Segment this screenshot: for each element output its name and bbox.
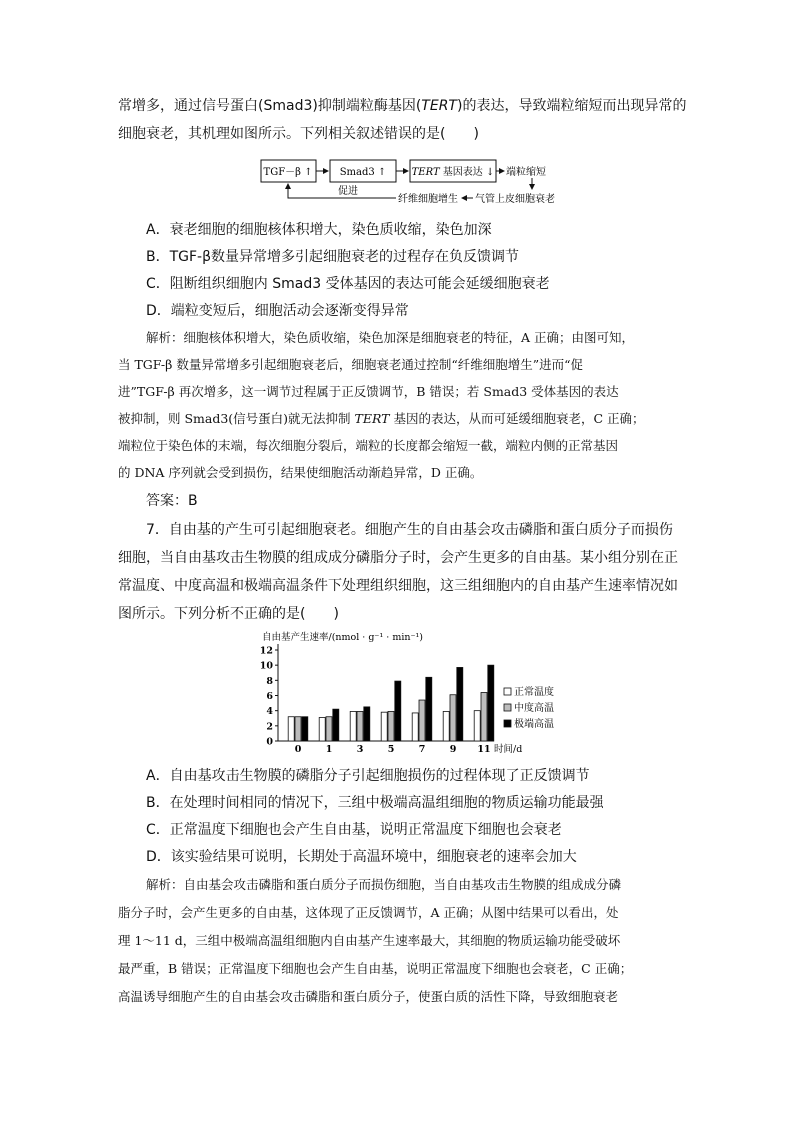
chart-bar [419, 700, 425, 741]
chart-x-axis-label: 时间/d [494, 744, 523, 755]
q7-option-b: B．在处理时间相同的情况下，三组中极端高温组细胞的物质运输功能最强 [146, 795, 604, 811]
chart-y-tick-label: 2 [266, 721, 273, 733]
chart-bar [364, 707, 370, 741]
q6-mechanism-diagram [258, 156, 564, 208]
chart-y-axis-label: 自由基产生速率/(nmol · g⁻¹ · min⁻¹) [262, 632, 424, 643]
chart-legend-label: 中度高温 [514, 703, 554, 714]
chart-bar [481, 692, 487, 741]
diagram-promote-label: 促进 [338, 186, 358, 197]
q6-explanation-line: 解析：细胞核体积增大，染色质收缩，染色加深是细胞衰老的特征，A 正确；由图可知， [146, 330, 635, 345]
chart-x-tick-label: 1 [325, 744, 333, 755]
chart-bar [295, 717, 301, 741]
chart-bar [450, 695, 456, 741]
q6-option-d: D．端粒变短后，细胞活动会逐渐变得异常 [146, 303, 409, 319]
chart-bar [395, 681, 401, 741]
chart-bar [443, 711, 449, 741]
chart-legend-swatch [504, 688, 511, 695]
chart-y-tick-label: 10 [259, 660, 273, 672]
q6-stem-tert: TERT [421, 98, 457, 114]
q6-explanation-line: 当 TGF-β 数量异常增多引起细胞衰老后，细胞衰老通过控制“纤维细胞增生”进而“促 [118, 357, 584, 372]
q6-answer: 答案：B [146, 493, 198, 509]
q6-explanation-line [118, 409, 645, 429]
q6-stem-text: 常增多，通过信号蛋白(Smad3)抑制端粒酶基因( [118, 98, 422, 114]
q6-stem-line2: 细胞衰老，其机理如图所示。下列相关叙述错误的是( ) [118, 126, 479, 142]
q7-option-c: C．正常温度下细胞也会产生自由基，说明正常温度下细胞也会衰老 [146, 822, 562, 838]
q6-explanation-line: 端粒位于染色体的末端，每次细胞分裂后，端粒的长度都会缩短一截，端粒内侧的正常基因 [118, 438, 619, 453]
q6-explanation-line: 的 DNA 序列就会受到损伤，结果使细胞活动渐趋异常，D 正确。 [118, 465, 483, 480]
q6-explanation-tert: TERT [354, 411, 390, 426]
q6-stem-line1 [118, 96, 686, 116]
chart-bar [381, 712, 387, 741]
q7-option-d: D．该实验结果可说明，长期处于高温环境中，细胞衰老的速率会加大 [146, 849, 577, 865]
q7-stem-line2: 细胞，当自由基攻击生物膜的组成成分磷脂分子时，会产生更多的自由基。某小组分别在正 [118, 550, 678, 566]
chart-bar [288, 717, 294, 741]
q7-stem-line3: 常温度、中度高温和极端高温条件下处理组织细胞，这三组细胞内的自由基产生速率情况如 [118, 578, 678, 594]
q7-explanation-line: 脂分子时，会产生更多的自由基，这体现了正反馈调节，A 正确；从图中结果可以看出，处 [118, 905, 619, 920]
chart-bar [333, 709, 339, 741]
chart-bar [350, 711, 356, 741]
diagram-box-smad3-label: Smad3 ↑ [339, 167, 387, 178]
q6-option-c: C．阻断组织细胞内 Smad3 受体基因的表达可能会延缓细胞衰老 [146, 276, 550, 292]
chart-bar [474, 711, 480, 741]
chart-bar [488, 665, 494, 741]
chart-x-tick-label: 11 [477, 744, 491, 755]
chart-x-tick-label: 0 [294, 744, 302, 755]
diagram-box-tgf-label: TGF－β ↑ [263, 167, 313, 178]
q7-option-a: A．自由基攻击生物膜的磷脂分子引起细胞损伤的过程体现了正反馈调节 [146, 768, 590, 784]
chart-y-tick-label: 8 [266, 675, 273, 687]
diagram-fibroblast: 纤维细胞增生 [398, 194, 458, 205]
chart-bar [319, 717, 325, 741]
chart-legend-label: 极端高温 [514, 719, 554, 730]
diagram-telomere-shorten: 端粒缩短 [506, 167, 546, 178]
chart-y-tick-label: 0 [266, 736, 273, 748]
diagram-epithelial-aging: 气管上皮细胞衰老 [475, 194, 555, 205]
chart-bar [457, 667, 463, 741]
q6-explanation-text: 基因的表达，从而可延缓细胞衰老，C 正确； [389, 411, 645, 426]
chart-x-tick-label: 7 [418, 744, 426, 755]
q7-explanation-line: 解析：自由基会攻击磷脂和蛋白质分子而损伤细胞，当自由基攻击生物膜的组成成分磷 [146, 877, 622, 892]
q6-option-a: A．衰老细胞的细胞核体积增大，染色质收缩，染色加深 [146, 222, 492, 238]
chart-x-tick-label: 5 [387, 744, 395, 755]
chart-y-tick-label: 12 [259, 645, 273, 657]
chart-y-tick-label: 6 [266, 691, 273, 702]
free-radical-bar-chart [258, 628, 568, 758]
q6-explanation-line: 进”TGF-β 再次增多，这一调节过程属于正反馈调节，B 错误；若 Smad3 受体基因的表达 [118, 384, 619, 399]
chart-bar [326, 717, 332, 741]
chart-legend-label: 正常温度 [514, 687, 554, 698]
chart-bar [426, 677, 432, 741]
chart-legend-swatch [504, 704, 511, 711]
chart-x-tick-label: 3 [356, 744, 364, 755]
chart-bar [357, 711, 363, 741]
q7-explanation-line: 最严重，B 错误；正常温度下细胞也会产生自由基，说明正常温度下细胞也会衰老，C 正确； [118, 961, 633, 976]
q6-option-b: B．TGF-β数量异常增多引起细胞衰老的过程存在负反馈调节 [146, 249, 520, 265]
diagram-box-tert-label [412, 165, 495, 178]
diagram-tert-italic: TERT [411, 167, 440, 178]
q7-stem-line4: 图所示。下列分析不正确的是( ) [118, 606, 339, 622]
chart-bar [388, 711, 394, 741]
chart-x-tick-label: 9 [449, 744, 457, 755]
q7-stem-line1: 7．自由基的产生可引起细胞衰老。细胞产生的自由基会攻击磷脂和蛋白质分子而损伤 [146, 522, 673, 538]
chart-legend-swatch [504, 720, 511, 727]
chart-bar [302, 717, 308, 741]
q7-explanation-line: 高温诱导细胞产生的自由基会攻击磷脂和蛋白质分子，使蛋白质的活性下降，导致细胞衰老 [118, 989, 619, 1004]
q7-explanation-line: 理 1～11 d，三组中极端高温组细胞内自由基产生速率最大，其细胞的物质运输功能受破坏 [118, 933, 621, 948]
diagram-tert-rest: 基因表达 ↓ [439, 167, 495, 178]
chart-y-tick-label: 4 [266, 706, 273, 718]
chart-bar [412, 713, 418, 741]
q6-explanation-text: 被抑制，则 Smad3(信号蛋白)就无法抑制 [118, 411, 355, 426]
q6-stem-text: )的表达，导致端粒缩短而出现异常的 [456, 98, 687, 114]
